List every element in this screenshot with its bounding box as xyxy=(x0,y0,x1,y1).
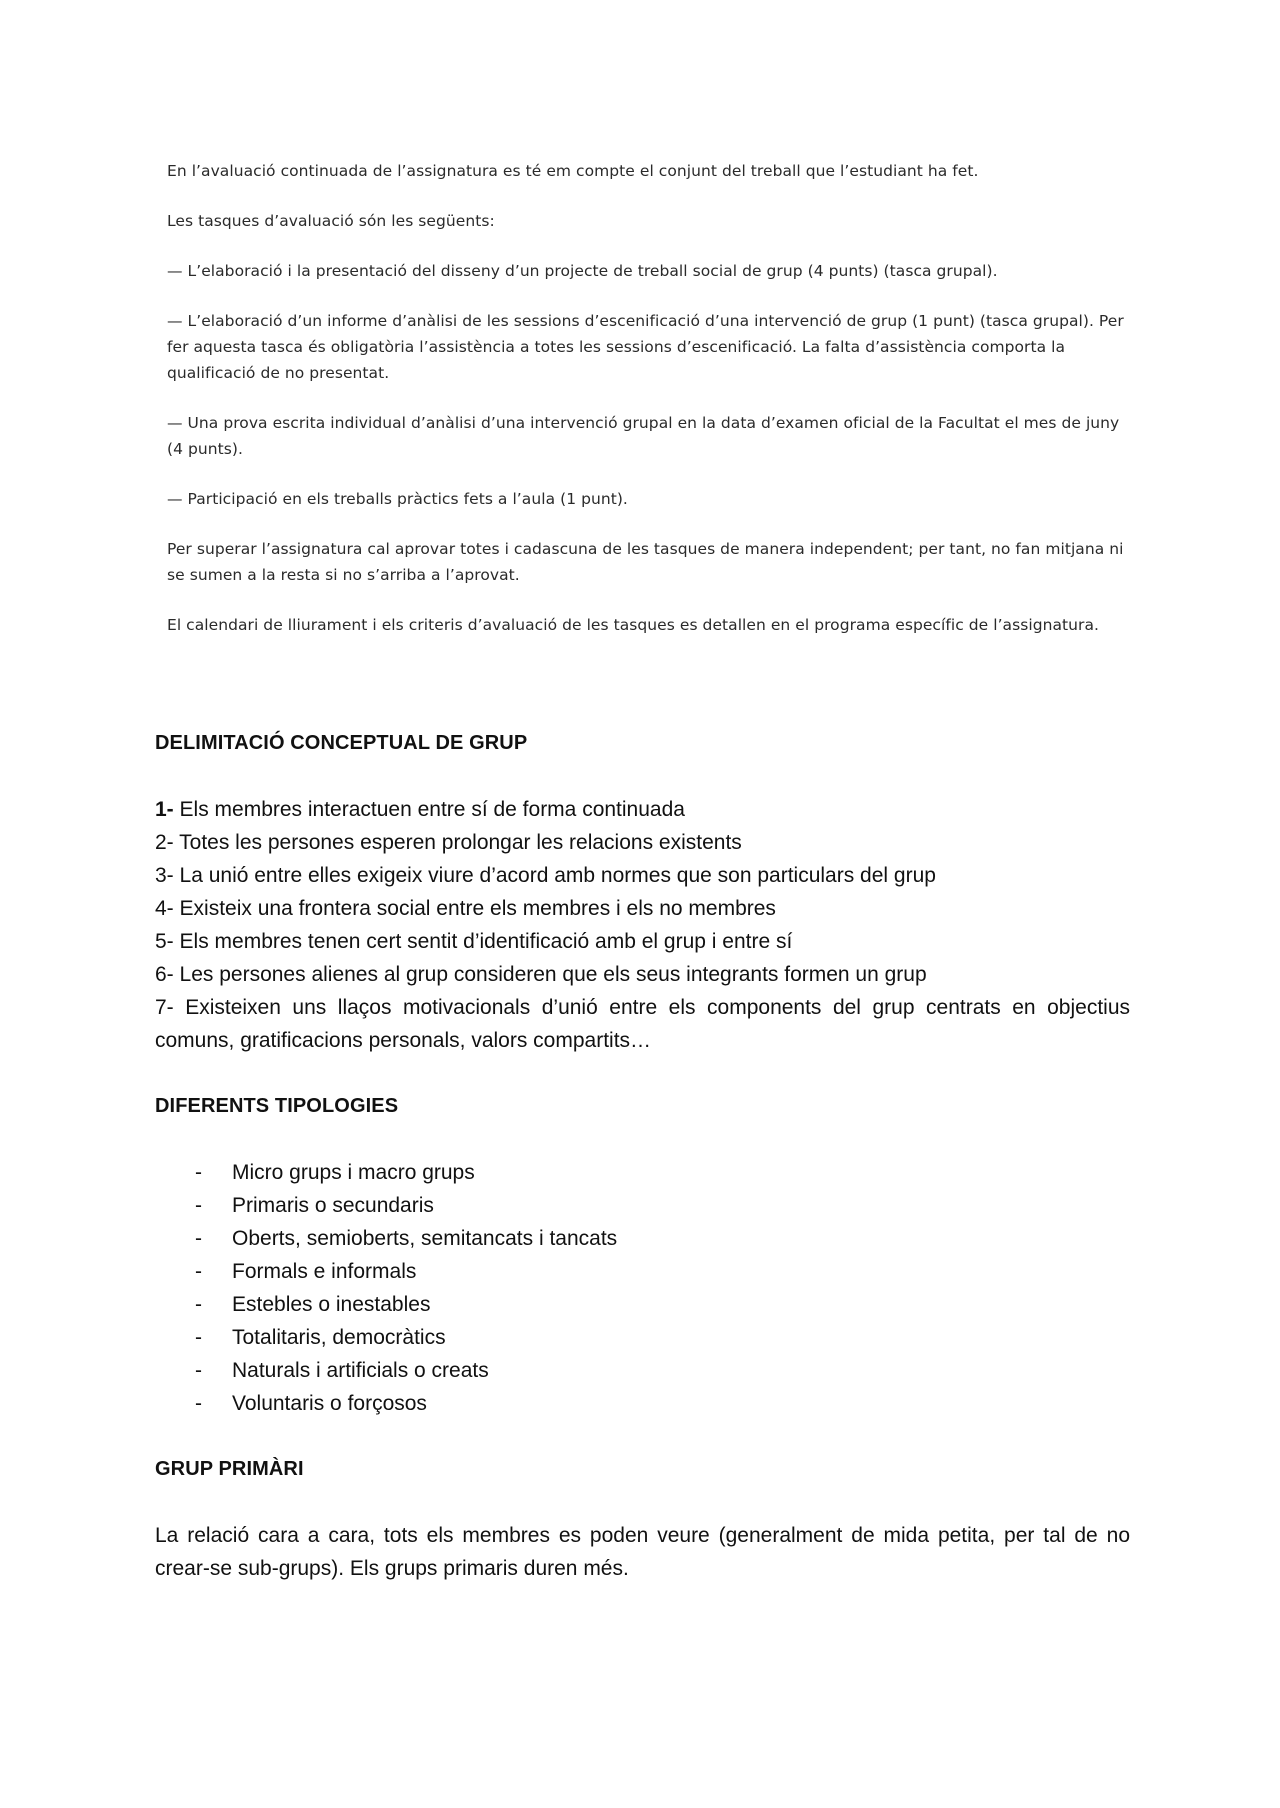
excerpt-paragraph: Les tasques d’avaluació són les següents: xyxy=(167,212,495,230)
item-number: 7- xyxy=(155,996,174,1019)
item-text: Els membres tenen cert sentit d’identificació amb el grup i entre sí xyxy=(173,930,793,953)
item-text: Formals e informals xyxy=(232,1260,417,1283)
item-text: Els membres interactuen entre sí de forma continuada xyxy=(173,798,685,821)
item-text: Totalitaris, democràtics xyxy=(232,1326,446,1349)
excerpt-paragraph: Per superar l’assignatura cal aprovar totes i cadascuna de les tasques de manera independent; per tant, no fan mitjana ni se sumen a la resta si no s’arriba a l’aprovat. xyxy=(167,540,1124,584)
item-text: Totes les persones esperen prolongar les relacions existents xyxy=(173,831,742,854)
dash-bullet: - xyxy=(195,1194,202,1217)
item-text: Existeixen uns llaços motivacionals d’unió entre els components del grup centrats en objectius comuns, gratificacions personals, valors compartits… xyxy=(155,996,1130,1052)
list-item xyxy=(155,925,1130,958)
dash-bullet: - xyxy=(195,1326,202,1349)
item-text: Oberts, semioberts, semitancats i tancats xyxy=(232,1227,618,1250)
definition-list xyxy=(155,793,1130,1057)
excerpt-paragraph: En l’avaluació continuada de l’assignatura es té em compte el conjunt del treball que l’estudiant ha fet. xyxy=(167,162,979,180)
excerpt-paragraph: El calendari de lliurament i els criteris d’avaluació de les tasques es detallen en el programa específic de l’assignatura. xyxy=(167,616,1099,634)
spacer xyxy=(155,1420,1130,1453)
list-item xyxy=(155,1222,1130,1255)
dash-bullet: - xyxy=(195,1392,202,1415)
list-item xyxy=(155,826,1130,859)
section-heading-tipologies: DIFERENTS TIPOLOGIES xyxy=(155,1095,399,1117)
excerpt-paragraph: — L’elaboració d’un informe d’anàlisi de les sessions d’escenificació d’una intervenció de grup (1 punt) (tasca grupal). Per fer aquesta tasca és obligatòria l’assistència a totes les sessions d’escenificació. La falta d’assistència comporta la qualificació de no presentat. xyxy=(167,312,1124,382)
dash-bullet: - xyxy=(195,1359,202,1382)
excerpt-paragraph: — Participació en els treballs pràctics fets a l’aula (1 punt). xyxy=(167,490,628,508)
list-item xyxy=(155,991,1130,1057)
dash-bullet: - xyxy=(195,1293,202,1316)
body-paragraph: La relació cara a cara, tots els membres es poden veure (generalment de mida petita, per tal de no crear-se sub-grups). Els grups primaris duren més. xyxy=(155,1524,1130,1580)
item-text: Primaris o secundaris xyxy=(232,1194,434,1217)
item-number: 6- xyxy=(155,963,174,986)
section-heading-delimitacio: DELIMITACIÓ CONCEPTUAL DE GRUP xyxy=(155,732,528,754)
dash-bullet: - xyxy=(195,1227,202,1250)
item-number: 4- xyxy=(155,897,174,920)
item-text: Estebles o inestables xyxy=(232,1293,431,1316)
item-text: Naturals i artificials o creats xyxy=(232,1359,489,1382)
item-text: Micro grups i macro grups xyxy=(232,1161,475,1184)
item-number: 5- xyxy=(155,930,174,953)
item-text: Voluntaris o forçosos xyxy=(232,1392,427,1415)
document-body xyxy=(155,727,1130,1585)
list-item xyxy=(155,1255,1130,1288)
typology-list xyxy=(155,1156,1130,1420)
section-heading-grup-primari: GRUP PRIMÀRI xyxy=(155,1458,304,1480)
list-item xyxy=(155,1321,1130,1354)
list-item xyxy=(155,1354,1130,1387)
list-item xyxy=(155,859,1130,892)
item-text: Les persones alienes al grup consideren que els seus integrants formen un grup xyxy=(173,963,927,986)
list-item xyxy=(155,1387,1130,1420)
spacer xyxy=(155,1486,1130,1519)
dash-bullet: - xyxy=(195,1161,202,1184)
list-item xyxy=(155,1156,1130,1189)
item-number: 3- xyxy=(155,864,174,887)
excerpt-paragraph: — Una prova escrita individual d’anàlisi d’una intervenció grupal en la data d’examen oficial de la Facultat el mes de juny (4 punts). xyxy=(167,414,1120,458)
list-item xyxy=(155,958,1130,991)
item-text: Existeix una frontera social entre els membres i els no membres xyxy=(173,897,776,920)
spacer xyxy=(155,1057,1130,1090)
item-text: La unió entre elles exigeix viure d’acord amb normes que son particulars del grup xyxy=(173,864,936,887)
list-item xyxy=(155,1288,1130,1321)
excerpt-paragraph: — L’elaboració i la presentació del disseny d’un projecte de treball social de grup (4 punts) (tasca grupal). xyxy=(167,262,998,280)
item-number: 2- xyxy=(155,831,174,854)
list-item xyxy=(155,793,1130,826)
item-number: 1- xyxy=(155,798,174,821)
dash-bullet: - xyxy=(195,1260,202,1283)
assessment-excerpt xyxy=(167,158,1137,662)
list-item xyxy=(155,892,1130,925)
list-item xyxy=(155,1189,1130,1222)
spacer xyxy=(155,1123,1130,1156)
spacer xyxy=(155,760,1130,793)
